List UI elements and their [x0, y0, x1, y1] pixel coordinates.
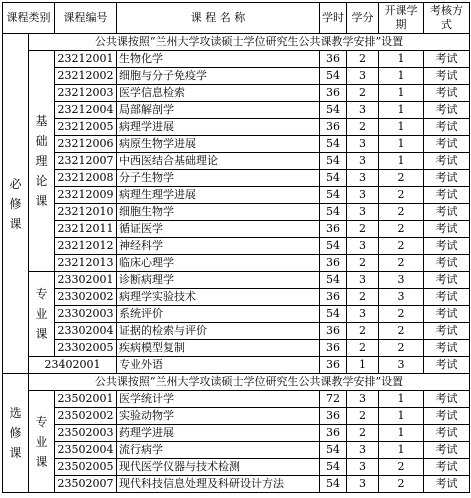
- course-exam: 考试: [424, 85, 470, 102]
- course-hours: 36: [320, 323, 347, 340]
- course-credits: 3: [347, 187, 379, 204]
- elective-category-cell: 选修课: [3, 374, 29, 493]
- course-exam: 考试: [424, 408, 470, 425]
- header-hours: 学时: [320, 3, 347, 34]
- course-code: 23212006: [55, 136, 117, 153]
- course-code: 23302001: [55, 272, 117, 289]
- course-semester: 1: [379, 51, 424, 68]
- course-row: [3, 153, 470, 170]
- course-credits: 3: [347, 306, 379, 323]
- course-semester: 1: [379, 442, 424, 459]
- course-code: 23212001: [55, 51, 117, 68]
- course-code: 23302002: [55, 289, 117, 306]
- course-row: [3, 68, 470, 85]
- course-semester: 2: [379, 221, 424, 238]
- course-exam: 考试: [424, 357, 470, 374]
- course-semester: 2: [379, 238, 424, 255]
- course-exam: 考试: [424, 102, 470, 119]
- course-code: 23502002: [55, 408, 117, 425]
- elective-public-row: [3, 374, 470, 391]
- course-semester: 2: [379, 204, 424, 221]
- course-semester: 1: [379, 153, 424, 170]
- course-name: 细胞生物学: [117, 204, 320, 221]
- course-semester: 2: [379, 255, 424, 272]
- course-name: 循证医学: [117, 221, 320, 238]
- course-exam: 考试: [424, 187, 470, 204]
- course-credits: 2: [347, 85, 379, 102]
- course-semester: 3: [379, 357, 424, 374]
- course-exam: 考试: [424, 476, 470, 493]
- course-hours: 36: [320, 255, 347, 272]
- course-credits: 3: [347, 153, 379, 170]
- course-semester: 1: [379, 408, 424, 425]
- course-hours: 54: [320, 306, 347, 323]
- course-credits: 3: [347, 442, 379, 459]
- course-hours: 54: [320, 459, 347, 476]
- course-credits: 2: [347, 221, 379, 238]
- course-credits: 3: [347, 170, 379, 187]
- course-hours: 36: [320, 408, 347, 425]
- course-code: 23212012: [55, 238, 117, 255]
- course-row: [3, 119, 470, 136]
- course-semester: 1: [379, 68, 424, 85]
- course-hours: 36: [320, 425, 347, 442]
- course-credits: 2: [347, 340, 379, 357]
- header-code: 课程编号: [55, 3, 117, 34]
- course-name: 现代科技信息处理及科研设计方法: [117, 476, 320, 493]
- course-semester: 1: [379, 119, 424, 136]
- course-code: 23402001: [29, 357, 117, 374]
- course-code: 23212013: [55, 255, 117, 272]
- course-exam: 考试: [424, 170, 470, 187]
- course-row: [3, 102, 470, 119]
- course-semester: 1: [379, 136, 424, 153]
- course-exam: 考试: [424, 425, 470, 442]
- header-row: [3, 3, 470, 34]
- header-credits: 学分: [347, 3, 379, 34]
- course-code: 23212003: [55, 85, 117, 102]
- course-exam: 考试: [424, 391, 470, 408]
- course-name: 诊断病理学: [117, 272, 320, 289]
- course-credits: 2: [347, 323, 379, 340]
- course-exam: 考试: [424, 221, 470, 238]
- course-row: [3, 170, 470, 187]
- course-credits: 2: [347, 255, 379, 272]
- course-hours: 54: [320, 272, 347, 289]
- course-name: 临床心理学: [117, 255, 320, 272]
- course-hours: 36: [320, 289, 347, 306]
- course-hours: 54: [320, 170, 347, 187]
- course-semester: 2: [379, 170, 424, 187]
- course-exam: 考试: [424, 238, 470, 255]
- course-code: 23502001: [55, 391, 117, 408]
- course-credits: 3: [347, 391, 379, 408]
- course-row: [3, 323, 470, 340]
- course-hours: 36: [320, 119, 347, 136]
- course-code: 23302005: [55, 340, 117, 357]
- course-credits: 3: [347, 238, 379, 255]
- course-credits: 3: [347, 102, 379, 119]
- course-row: [3, 459, 470, 476]
- course-credits: 2: [347, 408, 379, 425]
- major-label-cell: 专业课: [29, 272, 55, 357]
- course-name: 疾病模型复制: [117, 340, 320, 357]
- course-name: 病理学实验技术: [117, 289, 320, 306]
- course-name: 生物化学: [117, 51, 320, 68]
- elective-public-note: 公共课按照“兰州大学攻读硕士学位研究生公共课教学安排”设置: [29, 374, 470, 391]
- course-exam: 考试: [424, 442, 470, 459]
- required-category-cell: 必修课: [3, 34, 29, 374]
- course-semester: 1: [379, 85, 424, 102]
- course-semester: 2: [379, 187, 424, 204]
- course-exam: 考试: [424, 68, 470, 85]
- course-code: 23212008: [55, 170, 117, 187]
- header-semester: 开课学期: [379, 3, 424, 34]
- course-row: [3, 289, 470, 306]
- course-row: [3, 306, 470, 323]
- course-row: [3, 272, 470, 289]
- course-exam: 考试: [424, 204, 470, 221]
- course-name: 局部解剖学: [117, 102, 320, 119]
- course-exam: 考试: [424, 323, 470, 340]
- course-name: 药理学进展: [117, 425, 320, 442]
- course-hours: 54: [320, 238, 347, 255]
- course-row: [3, 255, 470, 272]
- course-hours: 54: [320, 476, 347, 493]
- course-name: 系统评价: [117, 306, 320, 323]
- course-semester: 1: [379, 391, 424, 408]
- course-name: 分子生物学: [117, 170, 320, 187]
- header-category: 课程类别: [3, 3, 55, 34]
- course-code: 23302004: [55, 323, 117, 340]
- curriculum-table: [2, 2, 470, 493]
- course-name: 中西医结合基础理论: [117, 153, 320, 170]
- course-name: 医学统计学: [117, 391, 320, 408]
- foundation-label-cell: 基础理论课: [29, 51, 55, 272]
- course-credits: 1: [347, 357, 379, 374]
- course-exam: 考试: [424, 136, 470, 153]
- elective-major-label-cell: 专业课: [29, 391, 55, 493]
- header-name: 课 程 名 称: [117, 3, 320, 34]
- course-semester: 2: [379, 306, 424, 323]
- course-hours: 54: [320, 442, 347, 459]
- course-code: 23212004: [55, 102, 117, 119]
- course-row: [3, 204, 470, 221]
- course-semester: 2: [379, 459, 424, 476]
- course-credits: 3: [347, 476, 379, 493]
- required-public-row: [3, 34, 470, 51]
- course-hours: 54: [320, 68, 347, 85]
- course-row: [3, 425, 470, 442]
- course-code: 23212009: [55, 187, 117, 204]
- course-exam: 考试: [424, 153, 470, 170]
- course-credits: 2: [347, 51, 379, 68]
- course-exam: 考试: [424, 119, 470, 136]
- course-semester: 2: [379, 476, 424, 493]
- course-credits: 2: [347, 289, 379, 306]
- course-row: [3, 340, 470, 357]
- course-credits: 3: [347, 204, 379, 221]
- course-name: 证据的检索与评价: [117, 323, 320, 340]
- course-name: 医学信息检索: [117, 85, 320, 102]
- course-exam: 考试: [424, 255, 470, 272]
- course-code: 23502004: [55, 442, 117, 459]
- course-name: 病理学进展: [117, 119, 320, 136]
- course-code: 23212002: [55, 68, 117, 85]
- course-code: 23502007: [55, 476, 117, 493]
- course-exam: 考试: [424, 306, 470, 323]
- course-code: 23502005: [55, 459, 117, 476]
- course-row: [3, 442, 470, 459]
- foreign-language-row: [3, 357, 470, 374]
- course-name: 病原生物学进展: [117, 136, 320, 153]
- course-hours: 36: [320, 85, 347, 102]
- course-credits: 3: [347, 272, 379, 289]
- course-row: [3, 136, 470, 153]
- course-hours: 72: [320, 391, 347, 408]
- course-hours: 54: [320, 153, 347, 170]
- course-code: 23212010: [55, 204, 117, 221]
- course-hours: 36: [320, 340, 347, 357]
- course-hours: 36: [320, 357, 347, 374]
- course-hours: 54: [320, 102, 347, 119]
- course-credits: 2: [347, 425, 379, 442]
- course-name: 现代医学仪器与技术检测: [117, 459, 320, 476]
- course-code: 23212005: [55, 119, 117, 136]
- course-hours: 36: [320, 221, 347, 238]
- course-hours: 54: [320, 136, 347, 153]
- course-exam: 考试: [424, 272, 470, 289]
- course-hours: 54: [320, 204, 347, 221]
- course-semester: 3: [379, 289, 424, 306]
- course-name: 病理生理学进展: [117, 187, 320, 204]
- course-code: 23212007: [55, 153, 117, 170]
- course-name: 神经科学: [117, 238, 320, 255]
- course-credits: 2: [347, 119, 379, 136]
- course-code: 23302003: [55, 306, 117, 323]
- course-name: 实验动物学: [117, 408, 320, 425]
- course-hours: 54: [320, 187, 347, 204]
- course-name: 专业外语: [117, 357, 320, 374]
- course-semester: 2: [379, 323, 424, 340]
- course-row: [3, 408, 470, 425]
- course-row: [3, 476, 470, 493]
- course-hours: 36: [320, 51, 347, 68]
- table-body: [3, 34, 470, 493]
- course-exam: 考试: [424, 289, 470, 306]
- course-row: [3, 85, 470, 102]
- required-public-note: 公共课按照“兰州大学攻读硕士学位研究生公共课教学安排”设置: [29, 34, 470, 51]
- course-exam: 考试: [424, 340, 470, 357]
- course-row: [3, 238, 470, 255]
- course-code: 23212011: [55, 221, 117, 238]
- course-credits: 3: [347, 136, 379, 153]
- course-row: [3, 51, 470, 68]
- course-semester: 1: [379, 425, 424, 442]
- course-code: 23502003: [55, 425, 117, 442]
- course-row: [3, 187, 470, 204]
- header-exam: 考核方式: [424, 3, 470, 34]
- course-credits: 3: [347, 459, 379, 476]
- course-semester: 2: [379, 340, 424, 357]
- course-credits: 3: [347, 68, 379, 85]
- course-name: 流行病学: [117, 442, 320, 459]
- course-semester: 1: [379, 102, 424, 119]
- course-row: [3, 391, 470, 408]
- course-exam: 考试: [424, 459, 470, 476]
- course-name: 细胞与分子免疫学: [117, 68, 320, 85]
- course-row: [3, 221, 470, 238]
- course-exam: 考试: [424, 51, 470, 68]
- course-semester: 3: [379, 272, 424, 289]
